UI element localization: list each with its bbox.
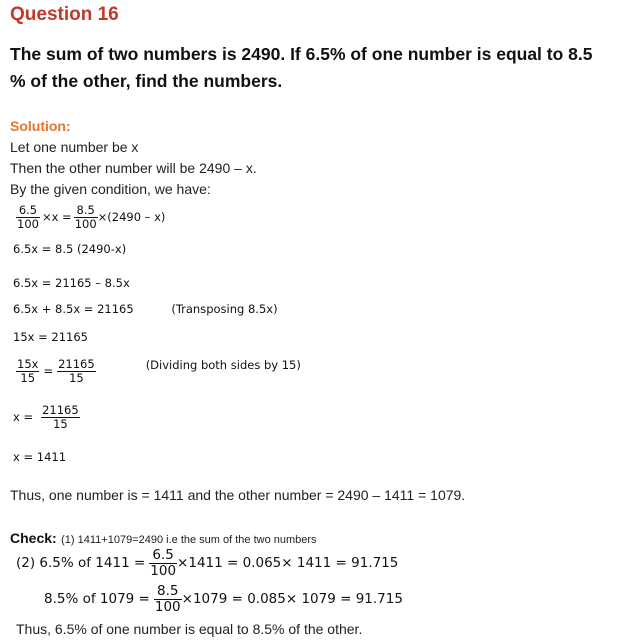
equation-2: 6.5x = 8.5 (2490-x) xyxy=(13,242,127,256)
check-line-1 xyxy=(10,530,317,548)
equation-7 xyxy=(13,404,80,430)
equation-note: (Transposing 8.5x) xyxy=(171,302,278,316)
denominator: 15 xyxy=(20,370,36,385)
check-text: ×1079 = 0.085× 1079 = 91.715 xyxy=(181,591,403,608)
check-text: ×1411 = 0.065× 1411 = 91.715 xyxy=(177,555,399,572)
conclusion-text: Thus, one number is = 1411 and the other number = 2490 – 1411 = 1079. xyxy=(10,487,466,503)
fraction xyxy=(41,404,80,430)
check-line-2 xyxy=(16,548,398,579)
numerator: 6.5 xyxy=(16,204,40,218)
fraction xyxy=(57,358,96,384)
question-title: Question 16 xyxy=(10,4,119,25)
equation-8: x = 1411 xyxy=(13,450,67,464)
check-line-3 xyxy=(44,584,403,615)
equation-4 xyxy=(13,302,278,316)
fraction xyxy=(16,358,39,384)
equation-text: ×(2490 – x) xyxy=(97,210,166,225)
question-line-2: % of the other, find the numbers. xyxy=(10,71,283,91)
fraction xyxy=(154,584,182,615)
fraction xyxy=(16,204,40,230)
check-text: (2) 6.5% of 1411 = xyxy=(16,555,146,572)
solution-text-1: Let one number be x xyxy=(10,139,139,155)
numerator: 6.5 xyxy=(149,548,177,564)
equation-6 xyxy=(16,358,301,384)
check-label: Check: xyxy=(10,530,57,546)
denominator: 100 xyxy=(17,216,39,231)
solution-label: Solution: xyxy=(10,118,71,134)
denominator: 15 xyxy=(53,416,68,431)
denominator: 15 xyxy=(69,370,84,385)
fraction xyxy=(74,204,98,230)
numerator: 8.5 xyxy=(74,204,98,218)
numerator: 21165 xyxy=(58,357,95,371)
numerator: 8.5 xyxy=(154,584,182,600)
numerator: 21165 xyxy=(42,403,79,417)
check-text: 8.5% of 1079 = xyxy=(44,591,150,608)
denominator: 100 xyxy=(154,598,181,615)
equation-1 xyxy=(16,204,165,230)
equation-3: 6.5x = 21165 – 8.5x xyxy=(13,276,130,290)
numerator: 15x xyxy=(17,357,39,371)
equation-text: 6.5x + 8.5x = 21165 xyxy=(13,302,134,316)
equation-text: ×x = xyxy=(41,210,72,225)
fraction xyxy=(149,548,177,579)
solution-text-2: Then the other number will be 2490 – x. xyxy=(10,160,257,176)
check-text-1: (1) 1411+1079=2490 i.e the sum of the two numbers xyxy=(61,534,317,546)
equation-5: 15x = 21165 xyxy=(13,330,88,344)
equation-note: (Dividing both sides by 15) xyxy=(145,358,301,373)
denominator: 100 xyxy=(150,562,177,579)
solution-text-3: By the given condition, we have: xyxy=(10,181,211,197)
equals-sign: = xyxy=(43,364,54,379)
question-line-1: The sum of two numbers is 2490. If 6.5% of one number is equal to 8.5 xyxy=(10,44,593,64)
denominator: 100 xyxy=(74,216,97,231)
check-final: Thus, 6.5% of one number is equal to 8.5% of the other. xyxy=(16,621,363,637)
equation-text: x = xyxy=(13,410,34,425)
